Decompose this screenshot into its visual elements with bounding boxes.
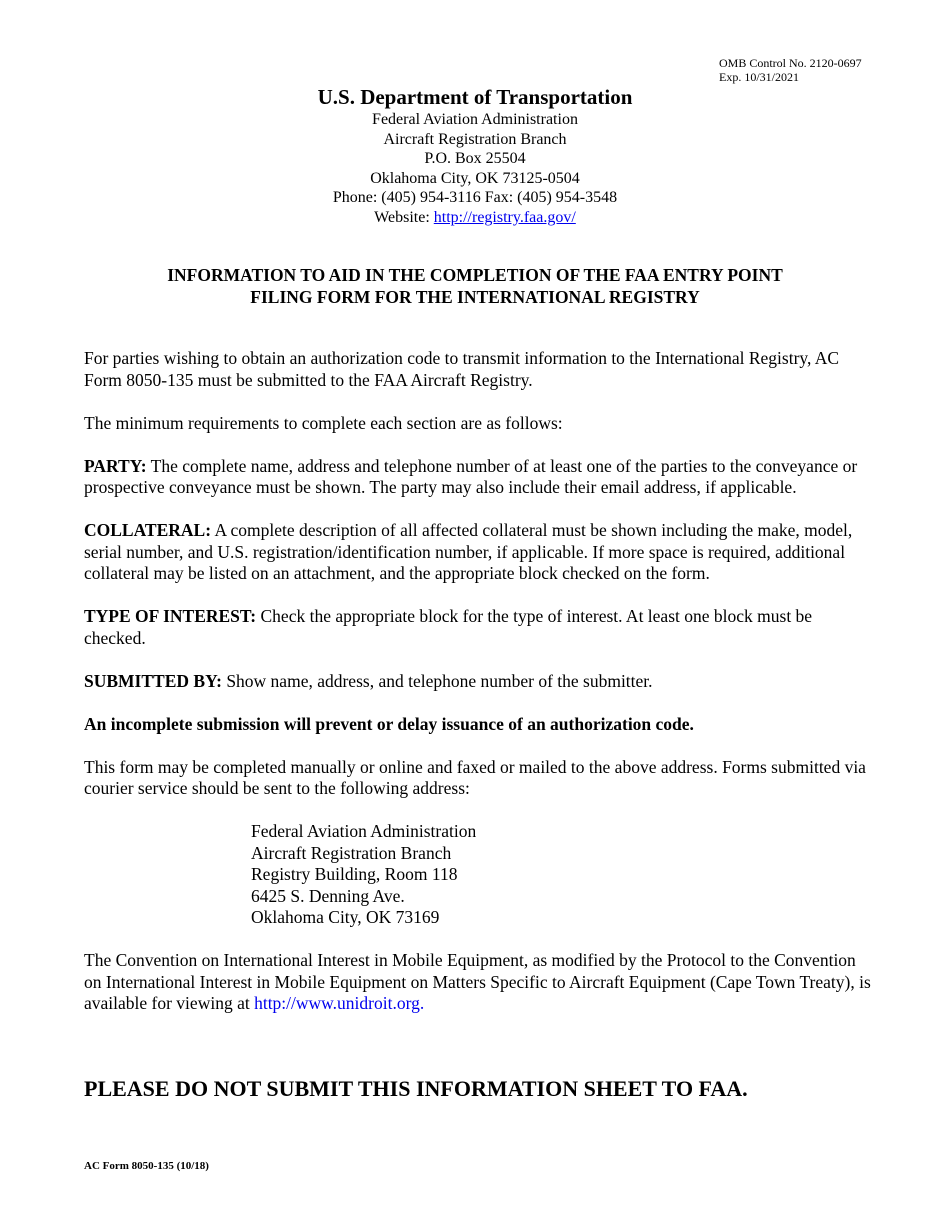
form-number-footer: AC Form 8050-135 (10/18)	[84, 1160, 209, 1172]
unidroit-link[interactable]: http://www.unidroit.org.	[254, 993, 425, 1013]
interest-text: Check the appropriate block for the type of interest. At least one block must be checked.	[84, 606, 813, 648]
submitted-text: Show name, address, and telephone number of the submitter.	[221, 670, 653, 691]
collateral-text: A complete description of all affected collateral must be shown including the make, model, serial number, and U.S. registration/identification number, if applicable. If more space is required, additional collateral may be listed on an attachment, and the appropriate block checked on the form.	[84, 520, 853, 583]
po-box: P.O. Box 25504	[424, 150, 526, 168]
do-not-submit-warning: PLEASE DO NOT SUBMIT THIS INFORMATION SHEET TO FAA.	[84, 1076, 748, 1101]
website-line	[0, 208, 950, 228]
website-link[interactable]: http://registry.faa.gov/	[433, 208, 576, 226]
incomplete-text: An incomplete submission will prevent or delay issuance of an authorization code.	[84, 713, 694, 734]
party-section	[84, 456, 874, 499]
omb-control-number: OMB Control No. 2120-0697	[719, 56, 862, 70]
convention-paragraph	[84, 950, 874, 1015]
omb-expiration: Exp. 10/31/2021	[719, 70, 799, 84]
courier-address-line-3: Registry Building, Room 118	[251, 864, 458, 884]
branch-name: Aircraft Registration Branch	[383, 130, 567, 148]
manual-completion-paragraph: This form may be completed manually or online and faxed or mailed to the above address. Forms submitted via courier service should be sent to the following address:	[84, 756, 866, 798]
courier-address-line-5: Oklahoma City, OK 73169	[251, 907, 440, 927]
phone-fax: Phone: (405) 954-3116 Fax: (405) 954-3548	[332, 189, 618, 207]
interest-label: TYPE OF INTEREST:	[84, 606, 257, 626]
courier-address-line-4: 6425 S. Denning Ave.	[251, 885, 405, 906]
convention-text: The Convention on International Interest in Mobile Equipment, as modified by the Protocol to the Convention on International Interest in Mobile Equipment on Matters Specific to Aircraft Equipment (Cape Town Treaty), is available for viewing at	[84, 950, 871, 1013]
courier-address	[251, 821, 874, 929]
submitted-by-section	[84, 671, 874, 693]
title-line-2: FILING FORM FOR THE INTERNATIONAL REGISTRY	[250, 287, 700, 307]
submitted-label: SUBMITTED BY:	[84, 670, 222, 691]
type-of-interest-section	[84, 606, 874, 649]
party-label: PARTY:	[84, 455, 147, 476]
omb-control-block	[719, 56, 862, 84]
title-line-1: INFORMATION TO AID IN THE COMPLETION OF THE FAA ENTRY POINT	[167, 265, 783, 285]
collateral-label: COLLATERAL:	[84, 520, 212, 540]
document-title	[0, 264, 950, 308]
courier-address-line-2: Aircraft Registration Branch	[251, 842, 452, 863]
party-text: The complete name, address and telephone number of at least one of the parties to the conveyance or prospective conveyance must be shown. The party may also include their email address, if applicable.	[84, 455, 858, 497]
incomplete-warning	[84, 714, 874, 736]
intro-paragraph: For parties wishing to obtain an authorization code to transmit information to the International Registry, AC Form 8050-135 must be submitted to the FAA Aircraft Registry.	[84, 348, 840, 390]
agency-name: Federal Aviation Administration	[372, 111, 578, 128]
courier-address-line-1: Federal Aviation Administration	[251, 821, 477, 841]
agency-header	[0, 84, 950, 228]
department-name: U.S. Department of Transportation	[317, 85, 633, 109]
website-label: Website:	[374, 208, 434, 226]
document-body	[84, 348, 874, 1036]
collateral-section	[84, 520, 874, 585]
minimum-requirements-paragraph: The minimum requirements to complete each section are as follows:	[84, 412, 563, 433]
city-state-zip: Oklahoma City, OK 73125-0504	[370, 169, 580, 187]
